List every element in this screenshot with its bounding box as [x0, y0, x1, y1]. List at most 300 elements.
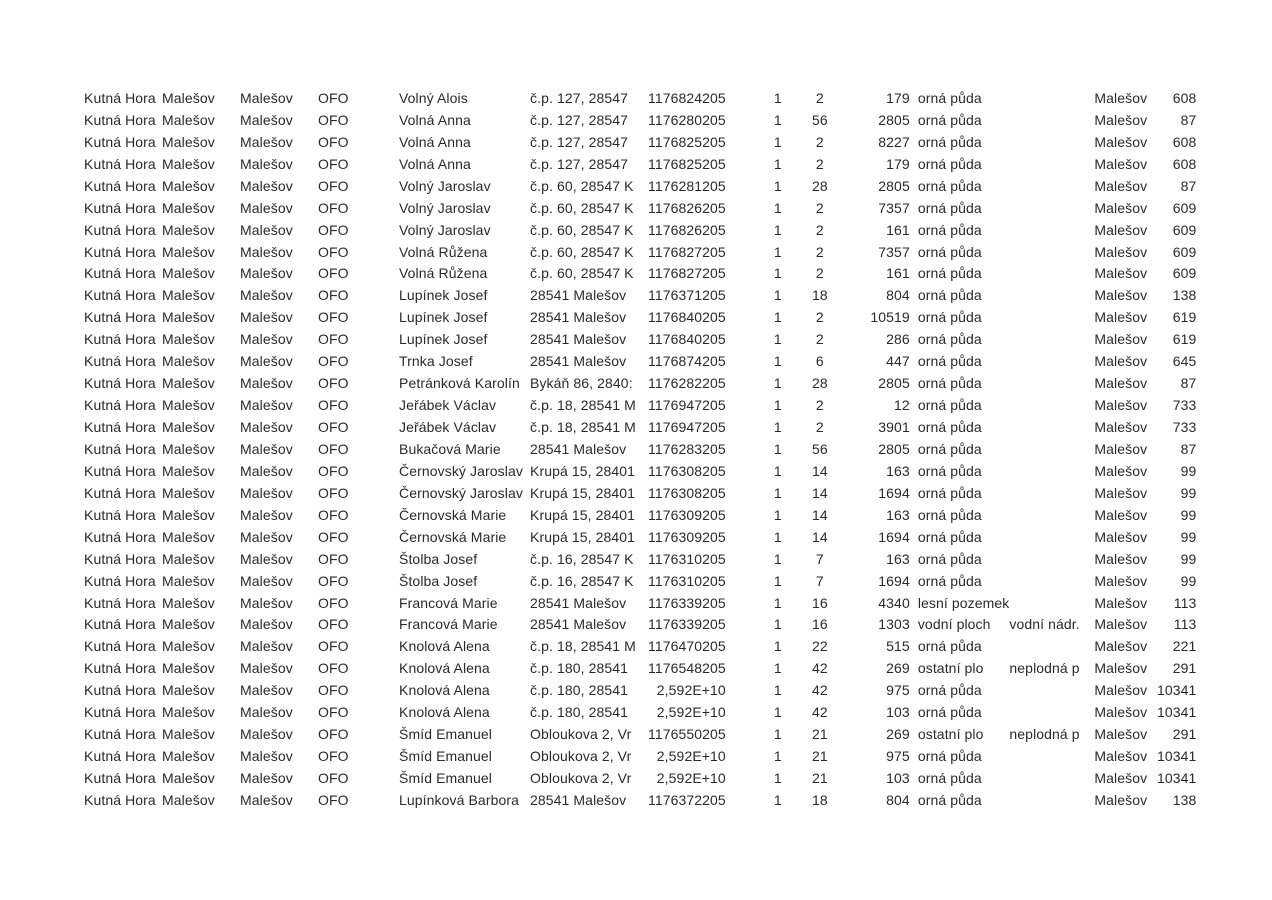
cell-podil-jmenovatel: 7	[815, 550, 824, 567]
cell-adresa: č.p. 127, 28547	[530, 89, 629, 106]
cell-id-vlastnika: 1176310205	[648, 572, 726, 589]
cell-obec: Malešov	[162, 506, 215, 523]
cell-podil-jmenovatel: 42	[811, 704, 828, 721]
cell-list-vlastnictvi: 609	[1172, 221, 1197, 238]
cell-id-vlastnika: 1176309205	[648, 528, 726, 545]
cell-podil-jmenovatel: 21	[811, 748, 828, 765]
cell-list-vlastnictvi: 87	[1180, 440, 1197, 457]
cell-vymera: 1303	[878, 616, 910, 633]
cell-obec: Malešov	[162, 375, 215, 392]
cell-adresa: č.p. 60, 28547 K	[530, 265, 634, 282]
cell-adresa: č.p. 18, 28541 M	[530, 638, 636, 655]
cell-obec: Malešov	[162, 594, 215, 611]
cell-druh-pozemku: orná půda	[917, 572, 982, 589]
cell-list-vlastnictvi: 609	[1172, 243, 1197, 260]
cell-podil-jmenovatel: 56	[811, 111, 828, 128]
cell-katastr: Malešov	[240, 572, 293, 589]
cell-list-vlastnictvi: 645	[1172, 353, 1197, 370]
cell-podil-citatel: 1	[773, 177, 782, 194]
cell-id-vlastnika: 1176550205	[648, 726, 726, 743]
cell-vymera: 975	[886, 682, 910, 699]
cell-vyuziti	[1009, 372, 1094, 394]
cell-id-vlastnika: 1176372205	[648, 791, 726, 808]
cell-vymera: 1694	[878, 484, 910, 501]
cell-obec: Malešov	[162, 133, 215, 150]
cell-katastr: Malešov	[240, 462, 293, 479]
cell-vyuziti	[1009, 635, 1094, 657]
table-row	[84, 504, 1198, 526]
cell-vyuziti	[1009, 219, 1094, 241]
cell-vyuziti	[1009, 109, 1094, 131]
cell-druh-pozemku: orná půda	[917, 682, 982, 699]
cell-list-vlastnictvi: 619	[1172, 331, 1197, 348]
cell-vlastnik: Jeřábek Václav	[399, 397, 497, 414]
table-row	[84, 526, 1198, 548]
cell-vlastnik: Knolová Alena	[399, 660, 490, 677]
cell-id-vlastnika: 1176309205	[648, 506, 726, 523]
cell-adresa: č.p. 60, 28547 K	[530, 177, 634, 194]
cell-vyuziti: neplodná p	[1009, 726, 1080, 743]
cell-obec: Malešov	[162, 353, 215, 370]
cell-vyuziti	[1009, 745, 1094, 767]
cell-vymera: 269	[886, 660, 910, 677]
cell-adresa: Krupá 15, 28401	[530, 484, 636, 501]
cell-podil-jmenovatel: 22	[811, 638, 828, 655]
cell-list-vlastnictvi: 619	[1172, 309, 1197, 326]
cell-katastr: Malešov	[240, 660, 293, 677]
cell-list-vlastnictvi: 87	[1180, 111, 1197, 128]
cell-podil-jmenovatel: 28	[811, 375, 828, 392]
cell-typ-subjektu: OFO	[318, 506, 349, 523]
cell-typ-subjektu: OFO	[318, 726, 349, 743]
cell-obec: Malešov	[162, 419, 215, 436]
cell-podil-jmenovatel: 16	[811, 616, 828, 633]
cell-okres: Kutná Hora	[84, 594, 156, 611]
cell-id-vlastnika: 1176470205	[648, 638, 726, 655]
cell-vlastnik: Volný Jaroslav	[399, 221, 491, 238]
cell-vymera: 179	[886, 89, 910, 106]
cell-druh-pozemku: orná půda	[917, 111, 982, 128]
cell-typ-subjektu: OFO	[318, 265, 349, 282]
cell-okres: Kutná Hora	[84, 726, 156, 743]
cell-typ-subjektu: OFO	[318, 199, 349, 216]
cell-druh-pozemku: orná půda	[917, 638, 982, 655]
cell-vyuziti	[1009, 284, 1094, 306]
cell-okres: Kutná Hora	[84, 506, 156, 523]
cell-katastralni-uzemi: Malešov	[1094, 221, 1148, 238]
cell-katastralni-uzemi: Malešov	[1094, 638, 1148, 655]
cell-vlastnik: Lupínek Josef	[399, 287, 488, 304]
cell-okres: Kutná Hora	[84, 287, 156, 304]
cell-katastr: Malešov	[240, 638, 293, 655]
cell-katastralni-uzemi: Malešov	[1094, 133, 1148, 150]
cell-podil-jmenovatel: 2	[815, 265, 824, 282]
cell-id-vlastnika: 1176827205	[648, 265, 726, 282]
cell-typ-subjektu: OFO	[318, 440, 349, 457]
cell-obec: Malešov	[162, 287, 215, 304]
cell-id-vlastnika: 1176840205	[648, 331, 726, 348]
cell-druh-pozemku: orná půda	[917, 177, 982, 194]
cell-vyuziti	[1009, 482, 1094, 504]
cell-katastr: Malešov	[240, 177, 293, 194]
cell-id-vlastnika: 2,592E+10	[656, 770, 726, 787]
cell-list-vlastnictvi: 291	[1172, 726, 1197, 743]
cell-podil-citatel: 1	[773, 660, 782, 677]
table-row	[84, 131, 1198, 153]
cell-katastralni-uzemi: Malešov	[1094, 791, 1148, 808]
cell-adresa: Krupá 15, 28401	[530, 462, 636, 479]
cell-katastr: Malešov	[240, 770, 293, 787]
cell-druh-pozemku: orná půda	[917, 704, 982, 721]
cell-vyuziti	[1009, 328, 1094, 350]
cell-typ-subjektu: OFO	[318, 177, 349, 194]
cell-okres: Kutná Hora	[84, 660, 156, 677]
cell-id-vlastnika: 2,592E+10	[656, 748, 726, 765]
cell-list-vlastnictvi: 99	[1180, 572, 1197, 589]
cell-list-vlastnictvi: 291	[1172, 660, 1197, 677]
cell-typ-subjektu: OFO	[318, 660, 349, 677]
cell-druh-pozemku: orná půda	[917, 309, 982, 326]
cell-katastralni-uzemi: Malešov	[1094, 484, 1148, 501]
cell-okres: Kutná Hora	[84, 682, 156, 699]
cell-katastr: Malešov	[240, 748, 293, 765]
cell-typ-subjektu: OFO	[318, 704, 349, 721]
cell-podil-jmenovatel: 14	[811, 462, 828, 479]
cell-vlastnik: Petránková Karolín	[399, 375, 520, 392]
cell-okres: Kutná Hora	[84, 89, 156, 106]
cell-id-vlastnika: 1176281205	[648, 177, 726, 194]
cell-katastralni-uzemi: Malešov	[1094, 726, 1148, 743]
cell-podil-citatel: 1	[773, 704, 782, 721]
cell-katastr: Malešov	[240, 550, 293, 567]
cell-typ-subjektu: OFO	[318, 353, 349, 370]
cell-podil-citatel: 1	[773, 572, 782, 589]
cell-obec: Malešov	[162, 704, 215, 721]
cell-vlastnik: Knolová Alena	[399, 638, 490, 655]
cell-druh-pozemku: orná půda	[917, 287, 982, 304]
table-row	[84, 482, 1198, 504]
cell-id-vlastnika: 1176308205	[648, 462, 726, 479]
cell-okres: Kutná Hora	[84, 111, 156, 128]
cell-podil-jmenovatel: 2	[815, 89, 824, 106]
table-row	[84, 657, 1198, 679]
cell-id-vlastnika: 1176840205	[648, 309, 726, 326]
table-row	[84, 745, 1198, 767]
cell-katastralni-uzemi: Malešov	[1094, 89, 1148, 106]
table-row	[84, 306, 1198, 328]
cell-okres: Kutná Hora	[84, 770, 156, 787]
cell-podil-citatel: 1	[773, 462, 782, 479]
cell-druh-pozemku: orná půda	[917, 528, 982, 545]
cell-vlastnik: Volná Anna	[399, 155, 471, 172]
cell-typ-subjektu: OFO	[318, 419, 349, 436]
cell-adresa: č.p. 18, 28541 M	[530, 397, 636, 414]
cell-okres: Kutná Hora	[84, 638, 156, 655]
cell-katastralni-uzemi: Malešov	[1094, 616, 1148, 633]
table-row	[84, 219, 1198, 241]
cell-podil-jmenovatel: 21	[811, 770, 828, 787]
cell-katastralni-uzemi: Malešov	[1094, 111, 1148, 128]
cell-podil-jmenovatel: 2	[815, 419, 824, 436]
cell-vlastnik: Šmíd Emanuel	[399, 726, 493, 743]
cell-vymera: 1694	[878, 572, 910, 589]
cell-adresa: Obloukova 2, Vr	[530, 726, 632, 743]
cell-katastralni-uzemi: Malešov	[1094, 572, 1148, 589]
cell-podil-jmenovatel: 14	[811, 484, 828, 501]
cell-obec: Malešov	[162, 528, 215, 545]
cell-vyuziti	[1009, 241, 1094, 263]
cell-podil-citatel: 1	[773, 682, 782, 699]
cell-obec: Malešov	[162, 111, 215, 128]
cell-vlastnik: Bukačová Marie	[399, 440, 501, 457]
table-row	[84, 87, 1198, 109]
cell-katastr: Malešov	[240, 287, 293, 304]
cell-katastr: Malešov	[240, 155, 293, 172]
cell-podil-jmenovatel: 18	[811, 791, 828, 808]
cell-vyuziti	[1009, 460, 1094, 482]
cell-list-vlastnictvi: 10341	[1156, 770, 1197, 787]
cell-typ-subjektu: OFO	[318, 770, 349, 787]
table-row	[84, 350, 1198, 372]
cell-okres: Kutná Hora	[84, 550, 156, 567]
cell-druh-pozemku: orná půda	[917, 243, 982, 260]
table-body	[84, 87, 1198, 811]
cell-typ-subjektu: OFO	[318, 155, 349, 172]
cell-id-vlastnika: 1176826205	[648, 199, 726, 216]
table-row	[84, 241, 1198, 263]
cell-list-vlastnictvi: 608	[1172, 133, 1197, 150]
cell-katastr: Malešov	[240, 89, 293, 106]
data-table	[84, 87, 1198, 811]
cell-katastr: Malešov	[240, 309, 293, 326]
table-row	[84, 394, 1198, 416]
cell-list-vlastnictvi: 87	[1180, 375, 1197, 392]
cell-podil-citatel: 1	[773, 397, 782, 414]
cell-katastralni-uzemi: Malešov	[1094, 748, 1148, 765]
cell-adresa: Obloukova 2, Vr	[530, 770, 632, 787]
cell-podil-citatel: 1	[773, 221, 782, 238]
cell-vlastnik: Šmíd Emanuel	[399, 770, 493, 787]
cell-katastralni-uzemi: Malešov	[1094, 199, 1148, 216]
cell-vyuziti: neplodná p	[1009, 660, 1080, 677]
cell-obec: Malešov	[162, 177, 215, 194]
cell-id-vlastnika: 1176874205	[648, 353, 726, 370]
cell-podil-citatel: 1	[773, 133, 782, 150]
table-row	[84, 328, 1198, 350]
cell-druh-pozemku: lesní pozemek	[917, 594, 1010, 611]
cell-podil-jmenovatel: 18	[811, 287, 828, 304]
cell-podil-citatel: 1	[773, 265, 782, 282]
cell-katastr: Malešov	[240, 419, 293, 436]
cell-list-vlastnictvi: 99	[1180, 550, 1197, 567]
cell-typ-subjektu: OFO	[318, 331, 349, 348]
cell-katastralni-uzemi: Malešov	[1094, 419, 1148, 436]
cell-katastralni-uzemi: Malešov	[1094, 155, 1148, 172]
cell-obec: Malešov	[162, 484, 215, 501]
cell-list-vlastnictvi: 99	[1180, 462, 1197, 479]
cell-adresa: č.p. 180, 28541	[530, 704, 629, 721]
cell-druh-pozemku: vodní ploch	[917, 616, 991, 633]
cell-podil-citatel: 1	[773, 770, 782, 787]
cell-katastralni-uzemi: Malešov	[1094, 331, 1148, 348]
cell-vlastnik: Štolba Josef	[399, 550, 478, 567]
cell-okres: Kutná Hora	[84, 133, 156, 150]
cell-katastralni-uzemi: Malešov	[1094, 309, 1148, 326]
cell-katastr: Malešov	[240, 594, 293, 611]
cell-podil-jmenovatel: 2	[815, 331, 824, 348]
cell-typ-subjektu: OFO	[318, 572, 349, 589]
cell-adresa: č.p. 60, 28547 K	[530, 243, 634, 260]
cell-adresa: 28541 Malešov	[530, 440, 627, 457]
cell-typ-subjektu: OFO	[318, 791, 349, 808]
cell-vlastnik: Volný Alois	[399, 89, 468, 106]
cell-podil-jmenovatel: 2	[815, 397, 824, 414]
cell-vymera: 804	[886, 791, 910, 808]
cell-vlastnik: Volná Anna	[399, 133, 471, 150]
cell-vlastnik: Jeřábek Václav	[399, 419, 497, 436]
cell-id-vlastnika: 1176280205	[648, 111, 726, 128]
cell-podil-jmenovatel: 2	[815, 133, 824, 150]
cell-druh-pozemku: orná půda	[917, 397, 982, 414]
cell-vymera: 804	[886, 287, 910, 304]
cell-podil-citatel: 1	[773, 484, 782, 501]
cell-katastr: Malešov	[240, 791, 293, 808]
cell-vymera: 161	[886, 265, 910, 282]
cell-adresa: č.p. 16, 28547 K	[530, 550, 634, 567]
cell-adresa: č.p. 60, 28547 K	[530, 199, 634, 216]
cell-vymera: 2805	[878, 375, 910, 392]
table-row	[84, 701, 1198, 723]
cell-obec: Malešov	[162, 440, 215, 457]
cell-vlastnik: Knolová Alena	[399, 704, 490, 721]
cell-katastr: Malešov	[240, 528, 293, 545]
cell-katastr: Malešov	[240, 682, 293, 699]
cell-vyuziti	[1009, 350, 1094, 372]
cell-podil-citatel: 1	[773, 309, 782, 326]
cell-adresa: č.p. 180, 28541	[530, 682, 629, 699]
cell-vlastnik: Francová Marie	[399, 594, 498, 611]
cell-id-vlastnika: 1176825205	[648, 155, 726, 172]
cell-podil-citatel: 1	[773, 528, 782, 545]
cell-katastralni-uzemi: Malešov	[1094, 353, 1148, 370]
cell-okres: Kutná Hora	[84, 265, 156, 282]
cell-list-vlastnictvi: 138	[1172, 791, 1197, 808]
cell-vyuziti	[1009, 548, 1094, 570]
table-row	[84, 175, 1198, 197]
table-row	[84, 767, 1198, 789]
cell-vyuziti	[1009, 679, 1094, 701]
cell-vlastnik: Volná Růžena	[399, 265, 488, 282]
cell-vyuziti	[1009, 789, 1094, 811]
cell-okres: Kutná Hora	[84, 331, 156, 348]
cell-vyuziti	[1009, 416, 1094, 438]
cell-vyuziti	[1009, 701, 1094, 723]
cell-vlastnik: Volný Jaroslav	[399, 177, 491, 194]
cell-adresa: č.p. 18, 28541 M	[530, 419, 636, 436]
cell-obec: Malešov	[162, 89, 215, 106]
cell-list-vlastnictvi: 609	[1172, 199, 1197, 216]
cell-typ-subjektu: OFO	[318, 616, 349, 633]
cell-katastr: Malešov	[240, 704, 293, 721]
cell-druh-pozemku: orná půda	[917, 462, 982, 479]
cell-adresa: č.p. 60, 28547 K	[530, 221, 634, 238]
cell-vymera: 269	[886, 726, 910, 743]
cell-druh-pozemku: orná půda	[917, 748, 982, 765]
cell-katastralni-uzemi: Malešov	[1094, 506, 1148, 523]
cell-adresa: 28541 Malešov	[530, 353, 627, 370]
cell-list-vlastnictvi: 87	[1180, 177, 1197, 194]
cell-podil-citatel: 1	[773, 506, 782, 523]
cell-vymera: 447	[886, 353, 910, 370]
cell-typ-subjektu: OFO	[318, 133, 349, 150]
cell-podil-citatel: 1	[773, 287, 782, 304]
cell-okres: Kutná Hora	[84, 791, 156, 808]
cell-druh-pozemku: orná půda	[917, 791, 982, 808]
cell-vlastnik: Černovská Marie	[399, 506, 507, 523]
table-row	[84, 460, 1198, 482]
cell-obec: Malešov	[162, 331, 215, 348]
cell-druh-pozemku: orná půda	[917, 484, 982, 501]
cell-katastralni-uzemi: Malešov	[1094, 770, 1148, 787]
cell-vymera: 103	[886, 704, 910, 721]
cell-vlastnik: Štolba Josef	[399, 572, 478, 589]
cell-typ-subjektu: OFO	[318, 484, 349, 501]
cell-podil-citatel: 1	[773, 726, 782, 743]
cell-typ-subjektu: OFO	[318, 89, 349, 106]
cell-obec: Malešov	[162, 397, 215, 414]
cell-obec: Malešov	[162, 748, 215, 765]
cell-adresa: Krupá 15, 28401	[530, 506, 636, 523]
cell-podil-jmenovatel: 28	[811, 177, 828, 194]
cell-okres: Kutná Hora	[84, 484, 156, 501]
cell-vymera: 8227	[878, 133, 910, 150]
cell-vlastnik: Černovský Jaroslav	[399, 462, 523, 479]
cell-katastralni-uzemi: Malešov	[1094, 462, 1148, 479]
cell-obec: Malešov	[162, 199, 215, 216]
cell-obec: Malešov	[162, 462, 215, 479]
cell-katastr: Malešov	[240, 440, 293, 457]
cell-vlastnik: Lupínek Josef	[399, 331, 488, 348]
cell-druh-pozemku: orná půda	[917, 265, 982, 282]
cell-vymera: 1694	[878, 528, 910, 545]
table-row	[84, 614, 1198, 636]
cell-vlastnik: Francová Marie	[399, 616, 498, 633]
cell-katastr: Malešov	[240, 133, 293, 150]
cell-druh-pozemku: orná půda	[917, 375, 982, 392]
cell-druh-pozemku: orná půda	[917, 331, 982, 348]
cell-podil-citatel: 1	[773, 331, 782, 348]
cell-id-vlastnika: 2,592E+10	[656, 704, 726, 721]
cell-podil-citatel: 1	[773, 155, 782, 172]
cell-druh-pozemku: orná půda	[917, 506, 982, 523]
cell-adresa: 28541 Malešov	[530, 309, 627, 326]
cell-obec: Malešov	[162, 265, 215, 282]
cell-katastr: Malešov	[240, 353, 293, 370]
cell-typ-subjektu: OFO	[318, 287, 349, 304]
cell-okres: Kutná Hora	[84, 440, 156, 457]
cell-id-vlastnika: 1176947205	[648, 397, 726, 414]
cell-typ-subjektu: OFO	[318, 309, 349, 326]
cell-vlastnik: Šmíd Emanuel	[399, 748, 493, 765]
cell-adresa: 28541 Malešov	[530, 331, 627, 348]
cell-podil-citatel: 1	[773, 375, 782, 392]
cell-druh-pozemku: orná půda	[917, 419, 982, 436]
cell-druh-pozemku: orná půda	[917, 155, 982, 172]
cell-okres: Kutná Hora	[84, 243, 156, 260]
cell-katastralni-uzemi: Malešov	[1094, 265, 1148, 282]
cell-podil-jmenovatel: 42	[811, 660, 828, 677]
cell-list-vlastnictvi: 221	[1172, 638, 1197, 655]
